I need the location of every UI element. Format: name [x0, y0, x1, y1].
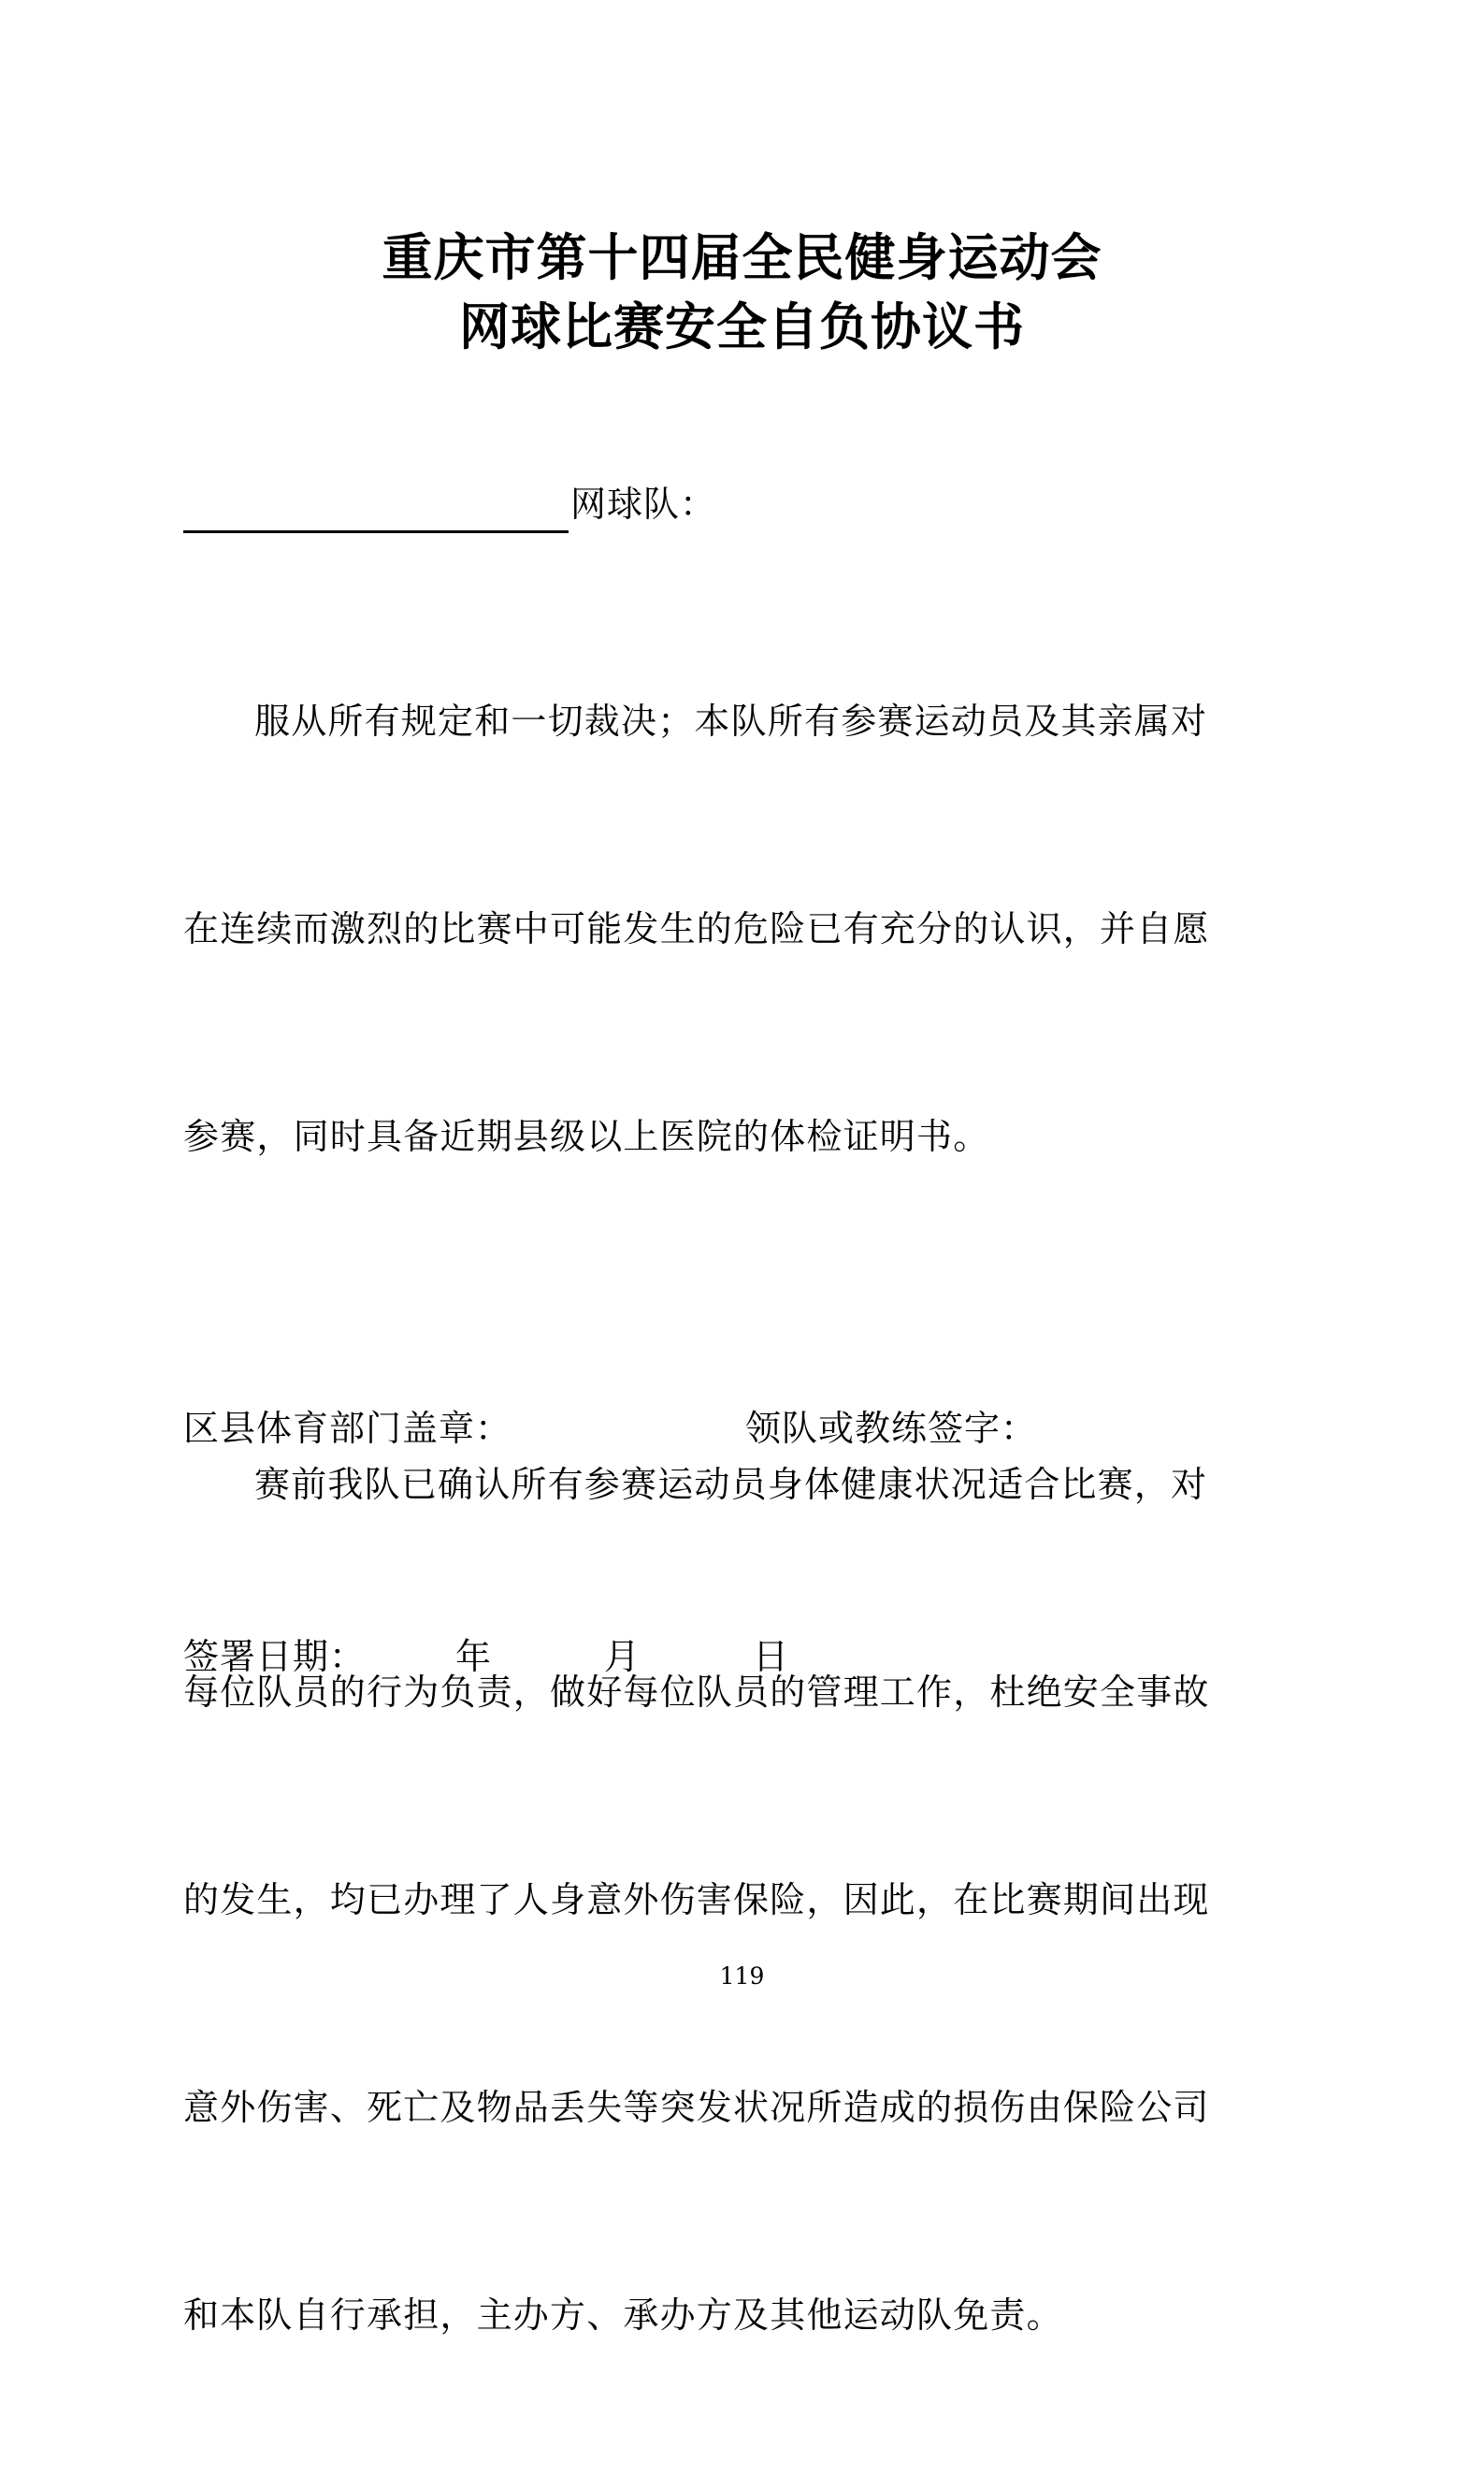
title-line-1: 重庆市第十四届全民健身运动会	[382, 227, 1102, 287]
paragraph-1	[183, 548, 1305, 1310]
paragraph-2	[183, 1311, 1305, 2488]
salutation	[183, 475, 1305, 533]
paragraph-2-line-1: 赛前我队已确认所有参赛运动员身体健康状况适合比赛，对	[254, 1464, 1208, 1505]
day-unit: 日	[753, 1636, 790, 1677]
team-name-blank-field[interactable]	[183, 502, 569, 533]
date-label: 签署日期：	[183, 1636, 367, 1677]
paragraph-1-line-2: 在连续而激烈的比赛中可能发生的危险已有充分的认识，并自愿	[183, 908, 1210, 949]
paragraph-2-line-5: 和本队自行承担，主办方、承办方及其他运动队免责。	[183, 2295, 1063, 2336]
stamp-label: 区县体育部门盖章：	[183, 1408, 512, 1449]
paragraph-2-line-4: 意外伤害、死亡及物品丢失等突发状况所造成的损伤由保险公司	[183, 2087, 1210, 2128]
document-title	[0, 223, 1484, 361]
title-line-2: 网球比赛安全自负协议书	[459, 297, 1025, 356]
paragraph-1-line-3: 参赛，同时具备近期县级以上医院的体检证明书。	[183, 1116, 990, 1157]
page-number: 119	[719, 1962, 765, 1990]
month-unit: 月	[604, 1636, 641, 1677]
year-unit: 年	[455, 1636, 493, 1677]
paragraph-2-line-2: 每位队员的行为负责，做好每位队员的管理工作，杜绝安全事故	[183, 1672, 1210, 1713]
document-body	[183, 548, 1305, 2490]
date-row	[183, 1628, 1352, 1686]
paragraph-1-line-1: 服从所有规定和一切裁决；本队所有参赛运动员及其亲属对	[254, 701, 1208, 742]
signature-row	[183, 1399, 1352, 1457]
salutation-label: 网球队：	[570, 484, 717, 525]
signer-label: 领队或教练签字：	[745, 1408, 1038, 1449]
paragraph-2-line-3: 的发生，均已办理了人身意外伤害保险，因此，在比赛期间出现	[183, 1879, 1210, 1920]
